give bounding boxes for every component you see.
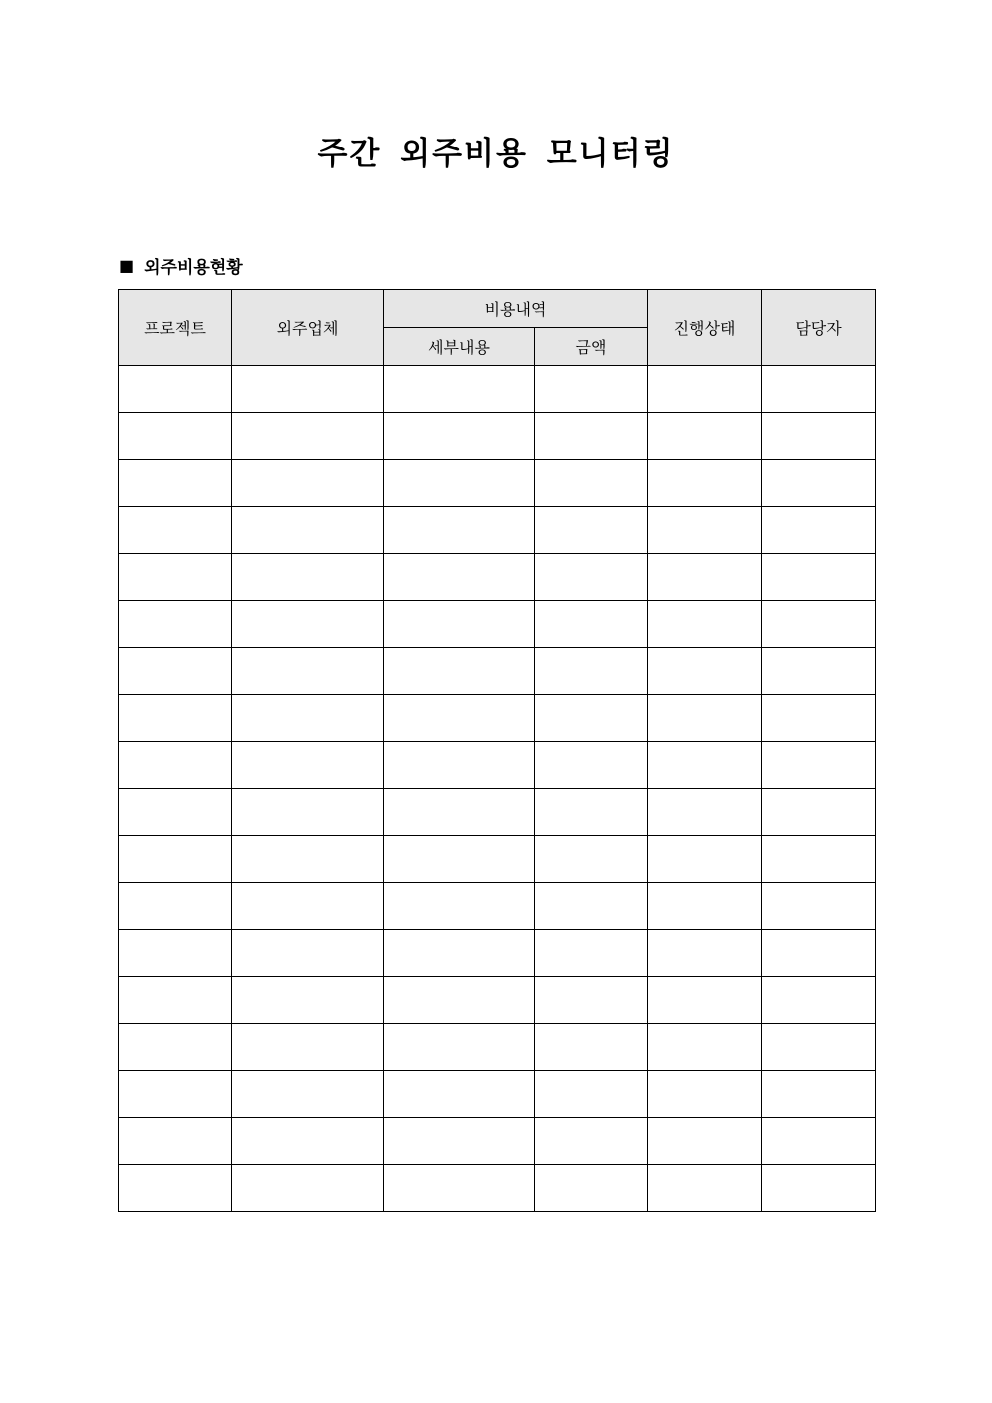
- cell-detail[interactable]: [384, 507, 535, 554]
- cell-project[interactable]: [119, 977, 232, 1024]
- cell-detail[interactable]: [384, 836, 535, 883]
- cell-vendor[interactable]: [232, 648, 384, 695]
- cell-manager[interactable]: [762, 366, 876, 413]
- cell-status[interactable]: [648, 554, 762, 601]
- cell-vendor[interactable]: [232, 507, 384, 554]
- cell-detail[interactable]: [384, 1118, 535, 1165]
- cell-amount[interactable]: [535, 789, 648, 836]
- cell-manager[interactable]: [762, 930, 876, 977]
- cell-vendor[interactable]: [232, 836, 384, 883]
- cell-amount[interactable]: [535, 1165, 648, 1212]
- cell-status[interactable]: [648, 1165, 762, 1212]
- cell-amount[interactable]: [535, 930, 648, 977]
- cell-vendor[interactable]: [232, 460, 384, 507]
- cell-amount[interactable]: [535, 413, 648, 460]
- cell-project[interactable]: [119, 460, 232, 507]
- cell-status[interactable]: [648, 742, 762, 789]
- cell-status[interactable]: [648, 366, 762, 413]
- cell-amount[interactable]: [535, 977, 648, 1024]
- header-cost-details: 비용내역: [384, 290, 648, 328]
- header-detail: 세부내용: [384, 328, 535, 366]
- outsourcing-cost-table: [118, 289, 876, 1212]
- table-row: [119, 1071, 876, 1118]
- cell-status[interactable]: [648, 601, 762, 648]
- table-row: [119, 460, 876, 507]
- table-body: [119, 366, 876, 1212]
- cell-amount[interactable]: [535, 742, 648, 789]
- cell-detail[interactable]: [384, 1165, 535, 1212]
- cell-detail[interactable]: [384, 930, 535, 977]
- cell-project[interactable]: [119, 1024, 232, 1071]
- table-row: [119, 366, 876, 413]
- table-row: [119, 413, 876, 460]
- cell-detail[interactable]: [384, 1024, 535, 1071]
- cell-status[interactable]: [648, 460, 762, 507]
- cell-manager[interactable]: [762, 601, 876, 648]
- cell-vendor[interactable]: [232, 742, 384, 789]
- cell-vendor[interactable]: [232, 1118, 384, 1165]
- cell-manager[interactable]: [762, 789, 876, 836]
- table-row: [119, 789, 876, 836]
- cell-manager[interactable]: [762, 1024, 876, 1071]
- cell-detail[interactable]: [384, 695, 535, 742]
- cell-status[interactable]: [648, 1024, 762, 1071]
- table-row: [119, 977, 876, 1024]
- cell-manager[interactable]: [762, 977, 876, 1024]
- cell-manager[interactable]: [762, 554, 876, 601]
- table-row: [119, 883, 876, 930]
- header-status: 진행상태: [648, 290, 762, 366]
- cell-manager[interactable]: [762, 1071, 876, 1118]
- cell-detail[interactable]: [384, 1071, 535, 1118]
- table-row: [119, 507, 876, 554]
- cell-status[interactable]: [648, 413, 762, 460]
- cell-status[interactable]: [648, 1071, 762, 1118]
- cell-amount[interactable]: [535, 883, 648, 930]
- cell-status[interactable]: [648, 507, 762, 554]
- cell-detail[interactable]: [384, 413, 535, 460]
- cell-detail[interactable]: [384, 366, 535, 413]
- header-row: [119, 290, 876, 328]
- cell-detail[interactable]: [384, 601, 535, 648]
- cell-amount[interactable]: [535, 648, 648, 695]
- cell-status[interactable]: [648, 648, 762, 695]
- cell-amount[interactable]: [535, 1071, 648, 1118]
- cell-amount[interactable]: [535, 1118, 648, 1165]
- cell-manager[interactable]: [762, 648, 876, 695]
- cell-vendor[interactable]: [232, 695, 384, 742]
- cell-status[interactable]: [648, 977, 762, 1024]
- cell-status[interactable]: [648, 930, 762, 977]
- table-row: [119, 1165, 876, 1212]
- cell-vendor[interactable]: [232, 1024, 384, 1071]
- cell-project[interactable]: [119, 601, 232, 648]
- cell-manager[interactable]: [762, 507, 876, 554]
- table-row: [119, 742, 876, 789]
- cell-vendor[interactable]: [232, 413, 384, 460]
- cell-manager[interactable]: [762, 1118, 876, 1165]
- cell-project[interactable]: [119, 883, 232, 930]
- section-heading: [119, 250, 243, 280]
- table-row: [119, 554, 876, 601]
- cell-manager[interactable]: [762, 460, 876, 507]
- cell-amount[interactable]: [535, 1024, 648, 1071]
- cell-detail[interactable]: [384, 742, 535, 789]
- cell-project[interactable]: [119, 789, 232, 836]
- cell-amount[interactable]: [535, 601, 648, 648]
- square-bullet-icon: ■: [119, 255, 135, 275]
- cell-manager[interactable]: [762, 695, 876, 742]
- cell-manager[interactable]: [762, 742, 876, 789]
- table-row: [119, 836, 876, 883]
- cell-amount[interactable]: [535, 695, 648, 742]
- cell-vendor[interactable]: [232, 977, 384, 1024]
- cell-vendor[interactable]: [232, 1165, 384, 1212]
- cell-detail[interactable]: [384, 977, 535, 1024]
- cell-status[interactable]: [648, 883, 762, 930]
- cell-detail[interactable]: [384, 554, 535, 601]
- cell-amount[interactable]: [535, 460, 648, 507]
- section-heading-label: 외주비용현황: [144, 257, 243, 278]
- cell-project[interactable]: [119, 648, 232, 695]
- cell-project[interactable]: [119, 695, 232, 742]
- cell-amount[interactable]: [535, 366, 648, 413]
- header-vendor: 외주업체: [232, 290, 384, 366]
- table-row: [119, 648, 876, 695]
- cell-status[interactable]: [648, 789, 762, 836]
- cell-amount[interactable]: [535, 507, 648, 554]
- table-row: [119, 695, 876, 742]
- table-row: [119, 601, 876, 648]
- cell-status[interactable]: [648, 695, 762, 742]
- header-project: 프로젝트: [119, 290, 232, 366]
- cell-status[interactable]: [648, 1118, 762, 1165]
- cell-manager[interactable]: [762, 883, 876, 930]
- cell-project[interactable]: [119, 413, 232, 460]
- cell-vendor[interactable]: [232, 366, 384, 413]
- cell-project[interactable]: [119, 507, 232, 554]
- page-title: 주간 외주비용 모니터링: [317, 136, 675, 172]
- cell-detail[interactable]: [384, 460, 535, 507]
- cell-status[interactable]: [648, 836, 762, 883]
- cell-manager[interactable]: [762, 413, 876, 460]
- cell-project[interactable]: [119, 366, 232, 413]
- cell-amount[interactable]: [535, 836, 648, 883]
- cell-vendor[interactable]: [232, 601, 384, 648]
- cell-amount[interactable]: [535, 554, 648, 601]
- header-amount: 금액: [535, 328, 648, 366]
- cell-vendor[interactable]: [232, 554, 384, 601]
- table-row: [119, 930, 876, 977]
- cell-detail[interactable]: [384, 789, 535, 836]
- cell-vendor[interactable]: [232, 883, 384, 930]
- cell-project[interactable]: [119, 836, 232, 883]
- cell-project[interactable]: [119, 1118, 232, 1165]
- cell-project[interactable]: [119, 1071, 232, 1118]
- cell-vendor[interactable]: [232, 1071, 384, 1118]
- header-manager: 담당자: [762, 290, 876, 366]
- cell-vendor[interactable]: [232, 789, 384, 836]
- table-row: [119, 1118, 876, 1165]
- cell-detail[interactable]: [384, 648, 535, 695]
- cell-manager[interactable]: [762, 1165, 876, 1212]
- cell-project[interactable]: [119, 742, 232, 789]
- cell-vendor[interactable]: [232, 930, 384, 977]
- cell-project[interactable]: [119, 1165, 232, 1212]
- cell-project[interactable]: [119, 930, 232, 977]
- cell-manager[interactable]: [762, 836, 876, 883]
- table-row: [119, 1024, 876, 1071]
- cell-detail[interactable]: [384, 883, 535, 930]
- cell-project[interactable]: [119, 554, 232, 601]
